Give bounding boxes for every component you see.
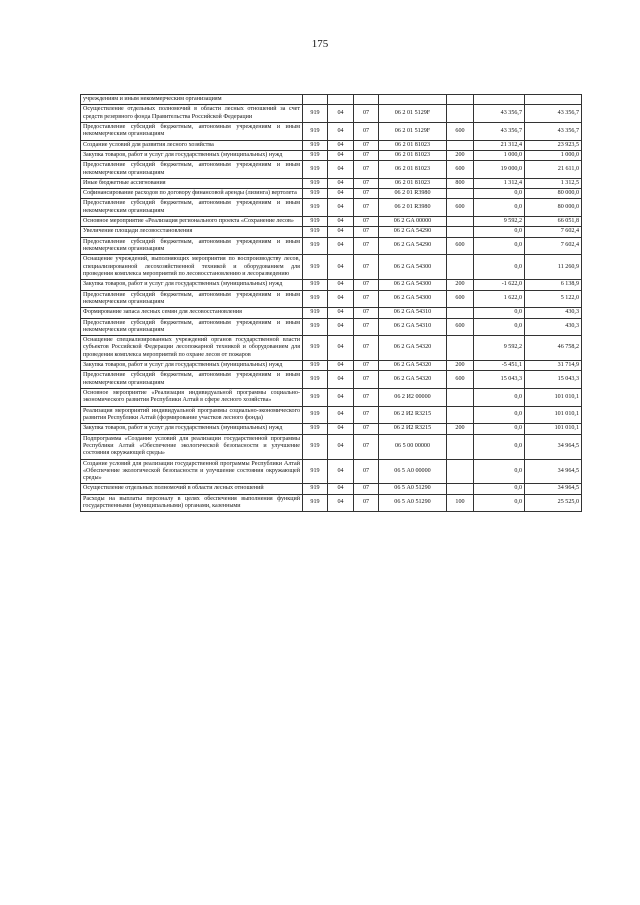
table-row (81, 140, 582, 150)
subsection-code-cell: 07 (354, 371, 379, 389)
subsection-code-cell: 07 (354, 140, 379, 150)
table-row (81, 122, 582, 140)
expense-name-cell: Создание условий для развития лесного хозяйства (81, 140, 303, 150)
expense-name-cell: Создание условий для реализации государственной программы Республики Алтай «Обеспечение экологической безопасности и улучшение состояния окружающей среды» (81, 459, 303, 484)
subsection-code-cell: 07 (354, 178, 379, 188)
total-amount-cell: 5 122,0 (525, 290, 582, 308)
table-row (81, 336, 582, 361)
target-article-cell: 06 2 01 5129F (379, 122, 447, 140)
target-article-cell: 06 2 01 81023 (379, 150, 447, 160)
target-article-cell: 06 2 GA 00000 (379, 217, 447, 227)
total-amount-cell: 7 602,4 (525, 227, 582, 237)
expense-name-cell: Увеличение площади лесовосстановления (81, 227, 303, 237)
expense-type-cell: 600 (447, 237, 474, 255)
section-code-cell: 04 (328, 280, 354, 290)
subsection-code-cell: 07 (354, 336, 379, 361)
section-code-cell: 04 (328, 459, 354, 484)
target-article-cell: 06 2 GA 54320 (379, 371, 447, 389)
change-amount-cell: 1 622,0 (474, 290, 525, 308)
table-row (81, 237, 582, 255)
expense-name-cell: Основное мероприятие «Реализация регионального проекта «Сохранение лесов» (81, 217, 303, 227)
section-code-cell: 04 (328, 484, 354, 494)
expense-type-cell: 200 (447, 361, 474, 371)
table-row (81, 406, 582, 424)
ministry-code-cell: 919 (303, 217, 328, 227)
target-article-cell: 06 2 GA 54290 (379, 237, 447, 255)
change-amount-cell: 9 592,2 (474, 336, 525, 361)
change-amount-cell: 21 312,4 (474, 140, 525, 150)
total-amount-cell: 43 356,7 (525, 105, 582, 123)
change-amount-cell: 9 592,2 (474, 217, 525, 227)
table-row (81, 308, 582, 318)
expense-type-cell: 600 (447, 371, 474, 389)
table-row (81, 494, 582, 512)
ministry-code-cell: 919 (303, 290, 328, 308)
total-amount-cell: 66 051,8 (525, 217, 582, 227)
target-article-cell: 06 2 01 81023 (379, 178, 447, 188)
target-article-cell: 06 2 01 R3980 (379, 199, 447, 217)
expense-type-cell: 200 (447, 150, 474, 160)
ministry-code-cell: 919 (303, 237, 328, 255)
expense-type-cell (447, 434, 474, 459)
expense-name-cell: Предоставление субсидий бюджетным, автономным учреждениям и иным некоммерческим организациям (81, 161, 303, 179)
subsection-code-cell: 07 (354, 255, 379, 280)
target-article-cell: 06 2 01 81023 (379, 161, 447, 179)
change-amount-cell: 43 356,7 (474, 105, 525, 123)
subsection-code-cell: 07 (354, 217, 379, 227)
subsection-code-cell: 07 (354, 494, 379, 512)
expense-type-cell (447, 336, 474, 361)
ministry-code-cell: 919 (303, 406, 328, 424)
total-amount-cell: 25 525,0 (525, 494, 582, 512)
ministry-code-cell: 919 (303, 150, 328, 160)
target-article-cell: 06 5 А0 51290 (379, 484, 447, 494)
expense-name-cell: Предоставление субсидий бюджетным, автономным учреждениям и иным некоммерческим организациям (81, 318, 303, 336)
table-row (81, 484, 582, 494)
expense-name-cell: Иные бюджетные ассигнования (81, 178, 303, 188)
table-row (81, 424, 582, 434)
ministry-code-cell: 919 (303, 178, 328, 188)
total-amount-cell: 46 758,2 (525, 336, 582, 361)
table-row (81, 161, 582, 179)
expense-type-cell (447, 484, 474, 494)
table-body (81, 95, 582, 512)
change-amount-cell: 0,0 (474, 227, 525, 237)
section-code-cell: 04 (328, 227, 354, 237)
change-amount-cell: 0,0 (474, 484, 525, 494)
total-amount-cell: 43 356,7 (525, 122, 582, 140)
table-row (81, 150, 582, 160)
subsection-code-cell: 07 (354, 199, 379, 217)
subsection-code-cell: 07 (354, 434, 379, 459)
table-row (81, 389, 582, 407)
expense-name-cell: Осуществление отдельных полномочий в области лесных отношений за счет средств резервного фонда Правительства Российской Федерации (81, 105, 303, 123)
target-article-cell: 06 2 GA 54310 (379, 318, 447, 336)
expense-type-cell (447, 308, 474, 318)
ministry-code-cell: 919 (303, 494, 328, 512)
section-code-cell: 04 (328, 389, 354, 407)
total-amount-cell: 101 010,1 (525, 389, 582, 407)
ministry-code-cell: 919 (303, 308, 328, 318)
section-code-cell: 04 (328, 371, 354, 389)
section-code-cell: 04 (328, 199, 354, 217)
expense-name-cell: Оснащение учреждений, выполняющих мероприятия по воспроизводству лесов, специализированной лесохозяйственной техникой и оборудованием для проведения комплекса мероприятий по лесовосстановлению и лесоразведению (81, 255, 303, 280)
expense-name-cell: Закупка товаров, работ и услуг для государственных (муниципальных) нужд (81, 424, 303, 434)
target-article-cell: 06 2 GA 54320 (379, 361, 447, 371)
table-row (81, 361, 582, 371)
expense-type-cell (447, 255, 474, 280)
total-amount-cell: 21 611,0 (525, 161, 582, 179)
total-amount-cell: 6 138,9 (525, 280, 582, 290)
change-amount-cell: 0,0 (474, 434, 525, 459)
subsection-code-cell: 07 (354, 227, 379, 237)
total-amount-cell: 34 964,5 (525, 484, 582, 494)
target-article-cell: 06 2 И2 R3215 (379, 406, 447, 424)
table-row (81, 199, 582, 217)
section-code-cell: 04 (328, 105, 354, 123)
expense-type-cell: 600 (447, 122, 474, 140)
target-article-cell: 06 2 01 R3980 (379, 189, 447, 199)
total-amount-cell: 101 010,1 (525, 406, 582, 424)
ministry-code-cell: 919 (303, 189, 328, 199)
total-amount-cell: 11 260,9 (525, 255, 582, 280)
table-row (81, 227, 582, 237)
expense-type-cell: 200 (447, 280, 474, 290)
ministry-code-cell: 919 (303, 255, 328, 280)
total-amount-cell: 80 000,0 (525, 199, 582, 217)
expense-type-cell (447, 217, 474, 227)
expense-name-cell: Предоставление субсидий бюджетным, автономным учреждениям и иным некоммерческим организациям (81, 290, 303, 308)
subsection-code-cell: 07 (354, 361, 379, 371)
section-code-cell: 04 (328, 336, 354, 361)
change-amount-cell: 43 356,7 (474, 122, 525, 140)
total-amount-cell: 7 602,4 (525, 237, 582, 255)
section-code-cell: 04 (328, 178, 354, 188)
target-article-cell: 06 2 И2 R3215 (379, 424, 447, 434)
target-article-cell: 06 2 GA 54310 (379, 308, 447, 318)
expense-name-cell: Реализация мероприятий индивидуальной программы социально-экономического развития Республики Алтай (формирование участков лесного фонда) (81, 406, 303, 424)
ministry-code-cell: 919 (303, 361, 328, 371)
table-row (81, 371, 582, 389)
expense-name-cell: Закупка товаров, работ и услуг для государственных (муниципальных) нужд (81, 150, 303, 160)
change-amount-cell: 0,0 (474, 459, 525, 484)
table-row (81, 280, 582, 290)
section-code-cell (328, 95, 354, 105)
table-row (81, 95, 582, 105)
expense-type-cell: 600 (447, 318, 474, 336)
expense-name-cell: Предоставление субсидий бюджетным, автономным учреждениям и иным некоммерческим организациям (81, 237, 303, 255)
subsection-code-cell: 07 (354, 424, 379, 434)
section-code-cell: 04 (328, 237, 354, 255)
change-amount-cell: 0,0 (474, 406, 525, 424)
ministry-code-cell (303, 95, 328, 105)
table-row (81, 434, 582, 459)
expense-name-cell: Осуществление отдельных полномочий в области лесных отношений (81, 484, 303, 494)
target-article-cell: 06 2 01 5129F (379, 105, 447, 123)
section-code-cell: 04 (328, 290, 354, 308)
subsection-code-cell: 07 (354, 406, 379, 424)
expense-type-cell: 800 (447, 178, 474, 188)
change-amount-cell: 0,0 (474, 424, 525, 434)
subsection-code-cell (354, 95, 379, 105)
change-amount-cell: 0,0 (474, 308, 525, 318)
section-code-cell: 04 (328, 494, 354, 512)
target-article-cell: 06 5 А0 00000 (379, 459, 447, 484)
total-amount-cell: 430,3 (525, 318, 582, 336)
table-row (81, 105, 582, 123)
expense-name-cell: Закупка товаров, работ и услуг для государственных (муниципальных) нужд (81, 280, 303, 290)
change-amount-cell: 1 000,0 (474, 150, 525, 160)
change-amount-cell (474, 95, 525, 105)
total-amount-cell: 101 010,1 (525, 424, 582, 434)
subsection-code-cell: 07 (354, 122, 379, 140)
expense-name-cell: Подпрограмма «Создание условий для реализации государственной программы Республики Алтай «Обеспечение экологической безопасности и улучшение состояния окружающей среды» (81, 434, 303, 459)
table-row (81, 217, 582, 227)
section-code-cell: 04 (328, 318, 354, 336)
section-code-cell: 04 (328, 406, 354, 424)
target-article-cell: 06 2 GA 54290 (379, 227, 447, 237)
section-code-cell: 04 (328, 217, 354, 227)
ministry-code-cell: 919 (303, 161, 328, 179)
table-row (81, 318, 582, 336)
table-row (81, 459, 582, 484)
expense-type-cell: 600 (447, 199, 474, 217)
expense-name-cell: Предоставление субсидий бюджетным, автономным учреждениям и иным некоммерческим организациям (81, 122, 303, 140)
target-article-cell: 06 5 А0 51290 (379, 494, 447, 512)
subsection-code-cell: 07 (354, 308, 379, 318)
total-amount-cell: 1 000,0 (525, 150, 582, 160)
target-article-cell: 06 2 GA 54300 (379, 280, 447, 290)
target-article-cell: 06 2 01 81023 (379, 140, 447, 150)
expense-type-cell (447, 389, 474, 407)
expense-type-cell: 100 (447, 494, 474, 512)
total-amount-cell (525, 95, 582, 105)
expense-type-cell: 200 (447, 424, 474, 434)
total-amount-cell: 34 964,5 (525, 434, 582, 459)
subsection-code-cell: 07 (354, 389, 379, 407)
total-amount-cell: 80 000,0 (525, 189, 582, 199)
change-amount-cell: 0,0 (474, 199, 525, 217)
subsection-code-cell: 07 (354, 484, 379, 494)
total-amount-cell: 1 312,5 (525, 178, 582, 188)
section-code-cell: 04 (328, 424, 354, 434)
total-amount-cell: 34 964,5 (525, 459, 582, 484)
target-article-cell: 06 5 00 00000 (379, 434, 447, 459)
ministry-code-cell: 919 (303, 280, 328, 290)
expense-name-cell: Расходы на выплаты персоналу в целях обеспечения выполнения функций государственными (муниципальными) органами, казенными (81, 494, 303, 512)
subsection-code-cell: 07 (354, 189, 379, 199)
expense-type-cell (447, 189, 474, 199)
expense-type-cell (447, 95, 474, 105)
change-amount-cell: 0,0 (474, 318, 525, 336)
ministry-code-cell: 919 (303, 424, 328, 434)
change-amount-cell: 0,0 (474, 494, 525, 512)
expense-name-cell: учреждениям и иным некоммерческим организациям (81, 95, 303, 105)
change-amount-cell: 19 000,0 (474, 161, 525, 179)
subsection-code-cell: 07 (354, 290, 379, 308)
change-amount-cell: 0,0 (474, 255, 525, 280)
subsection-code-cell: 07 (354, 105, 379, 123)
ministry-code-cell: 919 (303, 227, 328, 237)
section-code-cell: 04 (328, 140, 354, 150)
ministry-code-cell: 919 (303, 459, 328, 484)
expense-name-cell: Предоставление субсидий бюджетным, автономным учреждениям и иным некоммерческим организациям (81, 199, 303, 217)
section-code-cell: 04 (328, 150, 354, 160)
subsection-code-cell: 07 (354, 237, 379, 255)
subsection-code-cell: 07 (354, 161, 379, 179)
expense-type-cell (447, 406, 474, 424)
expense-type-cell: 600 (447, 161, 474, 179)
table-row (81, 255, 582, 280)
ministry-code-cell: 919 (303, 140, 328, 150)
total-amount-cell: 430,3 (525, 308, 582, 318)
section-code-cell: 04 (328, 361, 354, 371)
change-amount-cell: 15 043,3 (474, 371, 525, 389)
target-article-cell: 06 2 GA 54300 (379, 255, 447, 280)
expense-name-cell: Закупка товаров, работ и услуг для государственных (муниципальных) нужд (81, 361, 303, 371)
target-article-cell: 06 2 GA 54300 (379, 290, 447, 308)
expense-type-cell (447, 105, 474, 123)
section-code-cell: 04 (328, 122, 354, 140)
change-amount-cell: 1 312,4 (474, 178, 525, 188)
ministry-code-cell: 919 (303, 122, 328, 140)
change-amount-cell: -1 622,0 (474, 280, 525, 290)
target-article-cell: 06 2 И2 00000 (379, 389, 447, 407)
subsection-code-cell: 07 (354, 150, 379, 160)
expense-name-cell: Оснащение специализированных учреждений органов государственной власти субъектов Российской Федерации лесопожарной техникой и оборудованием для проведения комплекса мероприятий по охране лесов от пожаров (81, 336, 303, 361)
change-amount-cell: 0,0 (474, 237, 525, 255)
table-row (81, 178, 582, 188)
section-code-cell: 04 (328, 161, 354, 179)
ministry-code-cell: 919 (303, 336, 328, 361)
target-article-cell (379, 95, 447, 105)
expense-type-cell (447, 140, 474, 150)
ministry-code-cell: 919 (303, 105, 328, 123)
total-amount-cell: 23 923,5 (525, 140, 582, 150)
table-row (81, 189, 582, 199)
page-number: 175 (311, 38, 329, 50)
subsection-code-cell: 07 (354, 459, 379, 484)
target-article-cell: 06 2 GA 54320 (379, 336, 447, 361)
ministry-code-cell: 919 (303, 199, 328, 217)
section-code-cell: 04 (328, 308, 354, 318)
total-amount-cell: 31 714,9 (525, 361, 582, 371)
table-row (81, 290, 582, 308)
expense-type-cell (447, 227, 474, 237)
subsection-code-cell: 07 (354, 280, 379, 290)
expense-type-cell: 600 (447, 290, 474, 308)
expense-name-cell: Формирование запаса лесных семян для лесовосстановления (81, 308, 303, 318)
change-amount-cell: 0,0 (474, 389, 525, 407)
change-amount-cell: 0,0 (474, 189, 525, 199)
ministry-code-cell: 919 (303, 434, 328, 459)
ministry-code-cell: 919 (303, 318, 328, 336)
change-amount-cell: -5 451,1 (474, 361, 525, 371)
budget-table (80, 94, 582, 512)
expense-name-cell: Основное мероприятие «Реализация индивидуальной программы социально-экономического развития Республики Алтай в сфере лесного хозяйства» (81, 389, 303, 407)
expense-name-cell: Предоставление субсидий бюджетным, автономным учреждениям и иным некоммерческим организациям (81, 371, 303, 389)
subsection-code-cell: 07 (354, 318, 379, 336)
total-amount-cell: 15 043,3 (525, 371, 582, 389)
section-code-cell: 04 (328, 255, 354, 280)
ministry-code-cell: 919 (303, 371, 328, 389)
section-code-cell: 04 (328, 434, 354, 459)
ministry-code-cell: 919 (303, 484, 328, 494)
ministry-code-cell: 919 (303, 389, 328, 407)
expense-name-cell: Софинансирование расходов по договору финансовой аренды (лизинга) вертолета (81, 189, 303, 199)
expense-type-cell (447, 459, 474, 484)
section-code-cell: 04 (328, 189, 354, 199)
